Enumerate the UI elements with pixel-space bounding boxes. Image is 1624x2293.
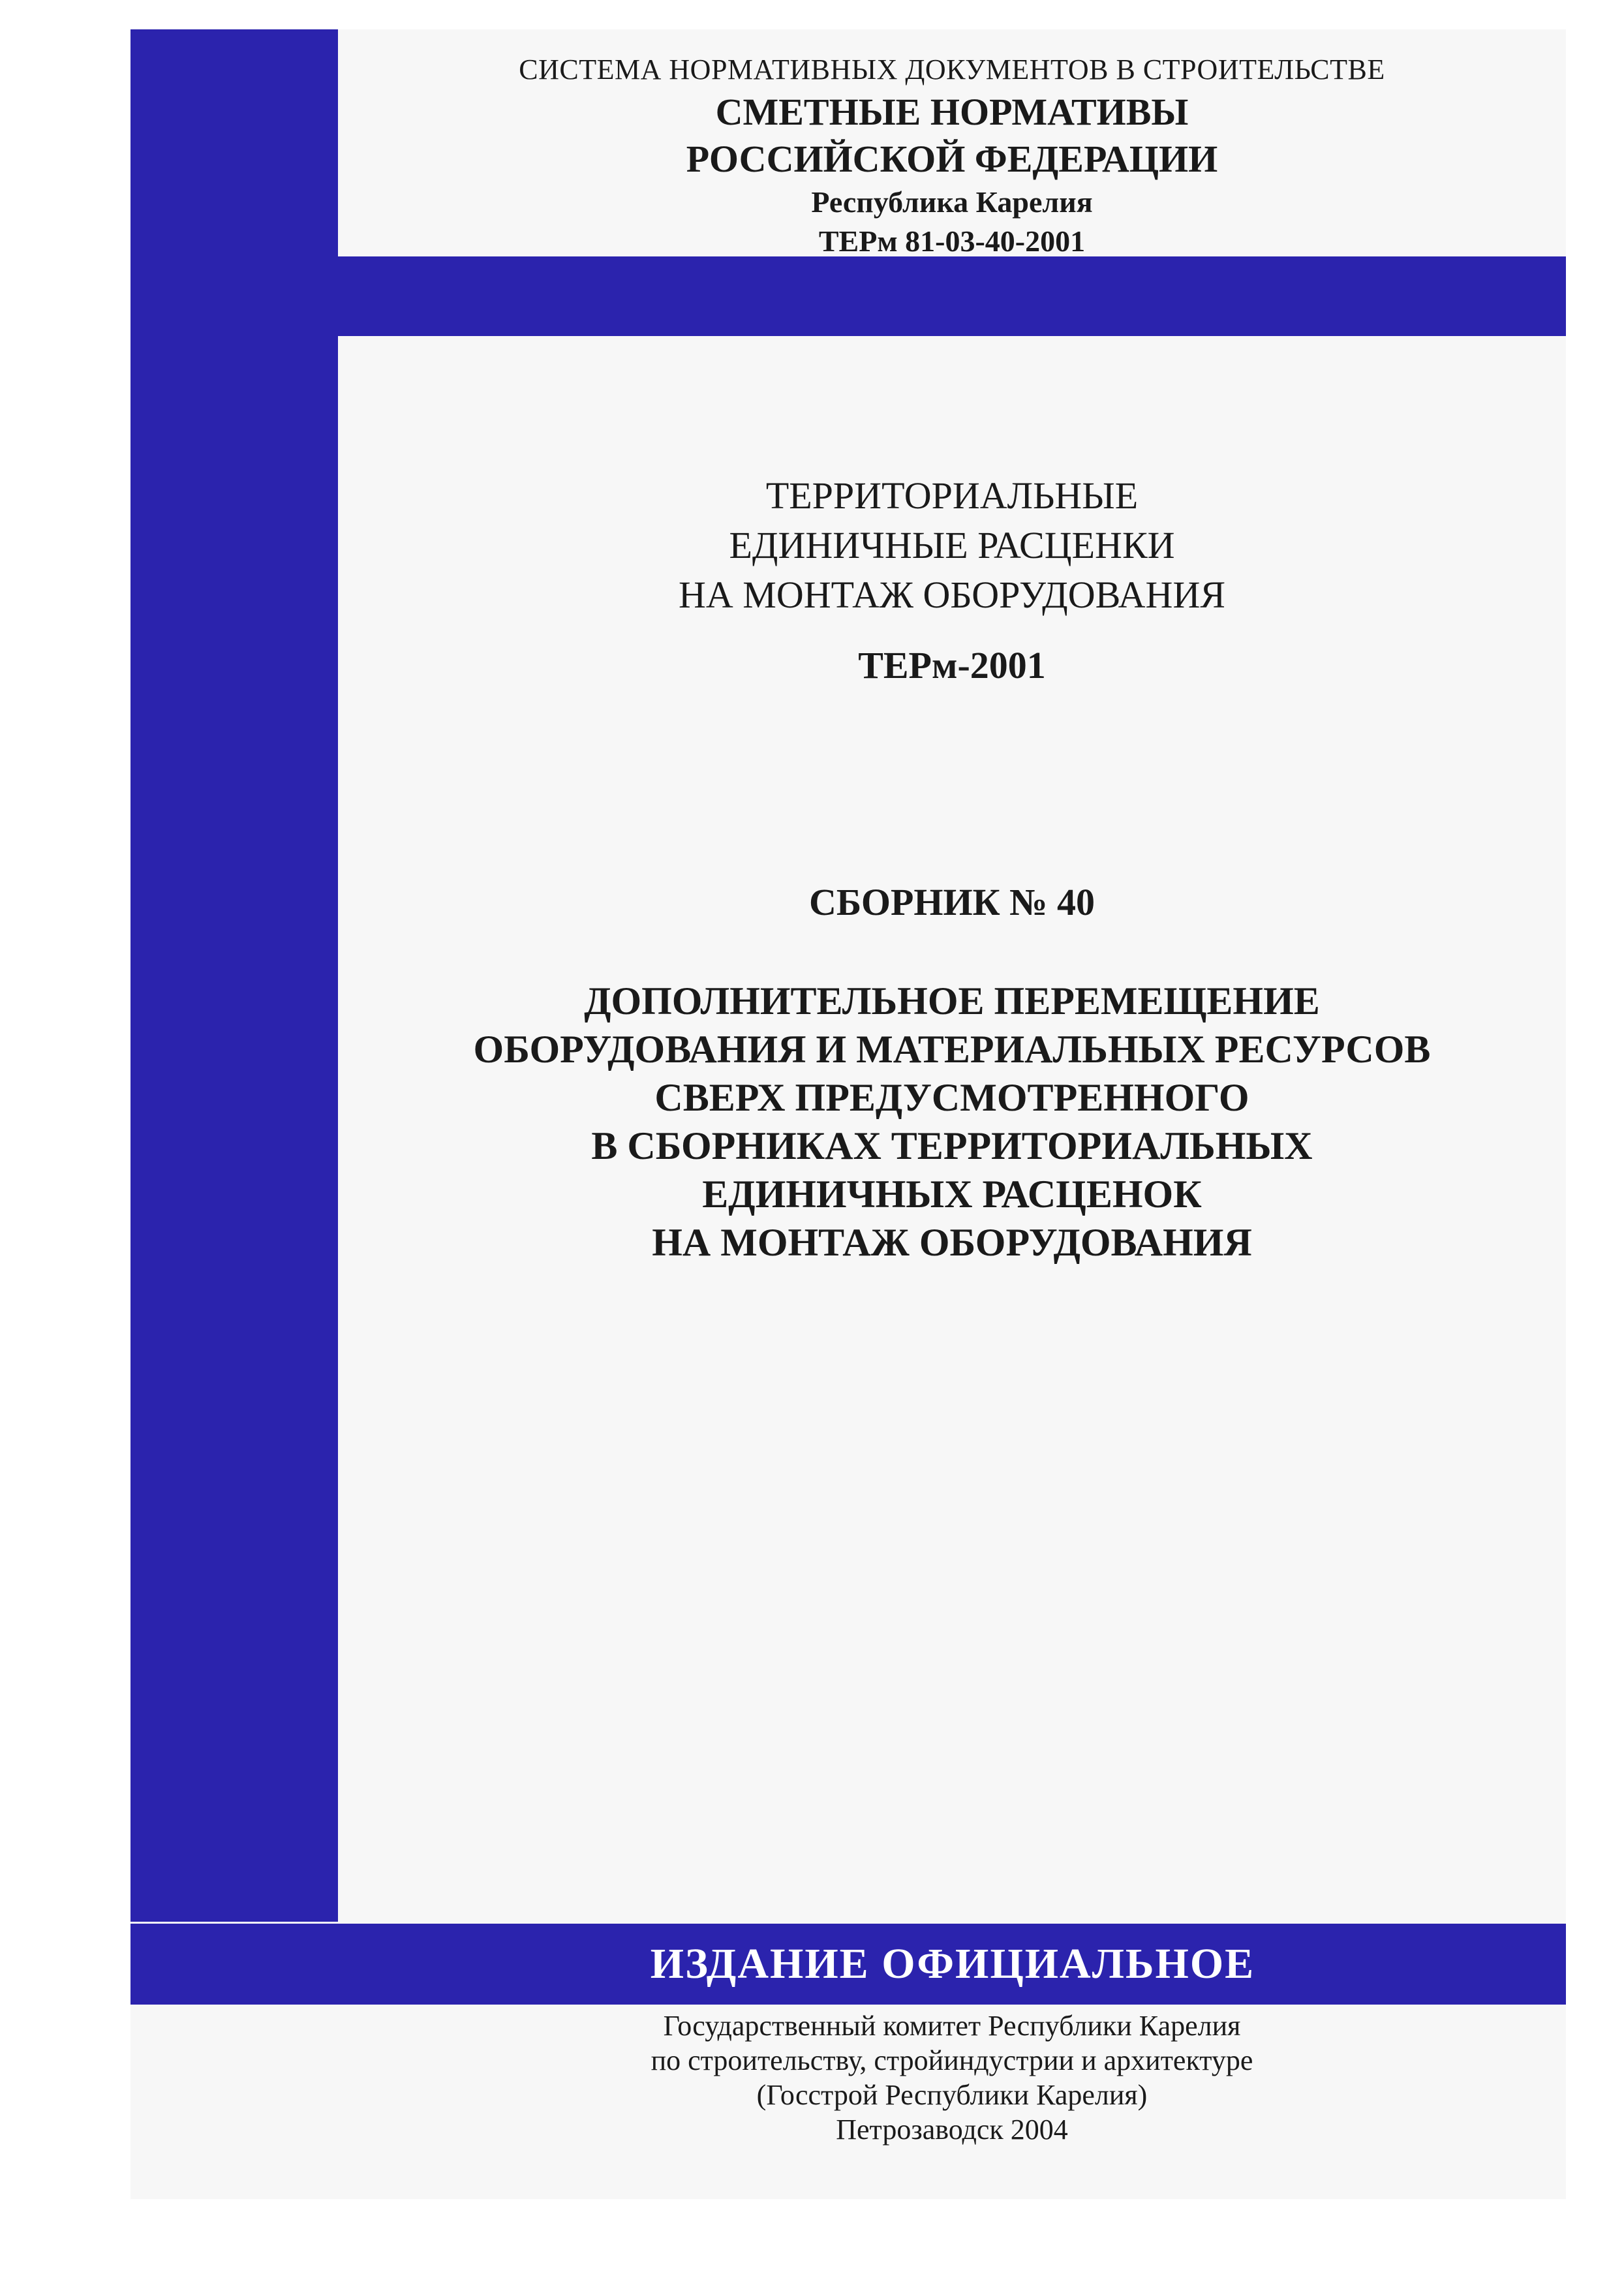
subject-line-2: ОБОРУДОВАНИЯ И МАТЕРИАЛЬНЫХ РЕСУРСОВ <box>473 1028 1431 1071</box>
subject-block <box>338 977 1566 1267</box>
document-code: ТЕРм 81-03-40-2001 <box>818 224 1086 258</box>
region-name: Республика Карелия <box>811 185 1093 219</box>
title-line-1: ТЕРРИТОРИАЛЬНЫЕ <box>765 474 1139 517</box>
publisher-line-1: Государственный комитет Республики Карелия <box>663 2010 1241 2042</box>
subject-line-3: СВЕРХ ПРЕДУСМОТРЕННОГО <box>654 1076 1249 1119</box>
publisher-line-3: (Госстрой Республики Карелия) <box>756 2079 1148 2111</box>
title-block <box>338 471 1566 690</box>
norms-line-1: СМЕТНЫЕ НОРМАТИВЫ <box>715 91 1189 133</box>
subject-line-5: ЕДИНИЧНЫХ РАСЦЕНОК <box>702 1173 1202 1216</box>
collection-number: СБОРНИК № 40 <box>809 881 1095 923</box>
norms-line-2: РОССИЙСКОЙ ФЕДЕРАЦИИ <box>686 138 1218 180</box>
title-code: ТЕРм-2001 <box>858 644 1046 686</box>
header-block <box>338 51 1566 261</box>
bottom-blue-band <box>130 1924 1566 2005</box>
system-title: СИСТЕМА НОРМАТИВНЫХ ДОКУМЕНТОВ В СТРОИТЕЛЬСТВЕ <box>519 54 1385 85</box>
subject-line-6: НА МОНТАЖ ОБОРУДОВАНИЯ <box>652 1221 1252 1264</box>
publisher-line-2: по строительству, стройиндустрии и архитектуре <box>651 2044 1253 2076</box>
publisher-line-4: Петрозаводск 2004 <box>836 2114 1068 2146</box>
subject-line-1: ДОПОЛНИТЕЛЬНОЕ ПЕРЕМЕЩЕНИЕ <box>584 979 1320 1023</box>
publisher-block <box>338 2008 1566 2147</box>
title-line-3: НА МОНТАЖ ОБОРУДОВАНИЯ <box>678 574 1226 616</box>
subject-line-4: В СБОРНИКАХ ТЕРРИТОРИАЛЬНЫХ <box>591 1124 1313 1167</box>
title-line-2: ЕДИНИЧНЫЕ РАСЦЕНКИ <box>729 524 1175 566</box>
edition-label: ИЗДАНИЕ ОФИЦИАЛЬНОЕ <box>650 1940 1255 1988</box>
top-blue-band <box>130 256 1566 336</box>
